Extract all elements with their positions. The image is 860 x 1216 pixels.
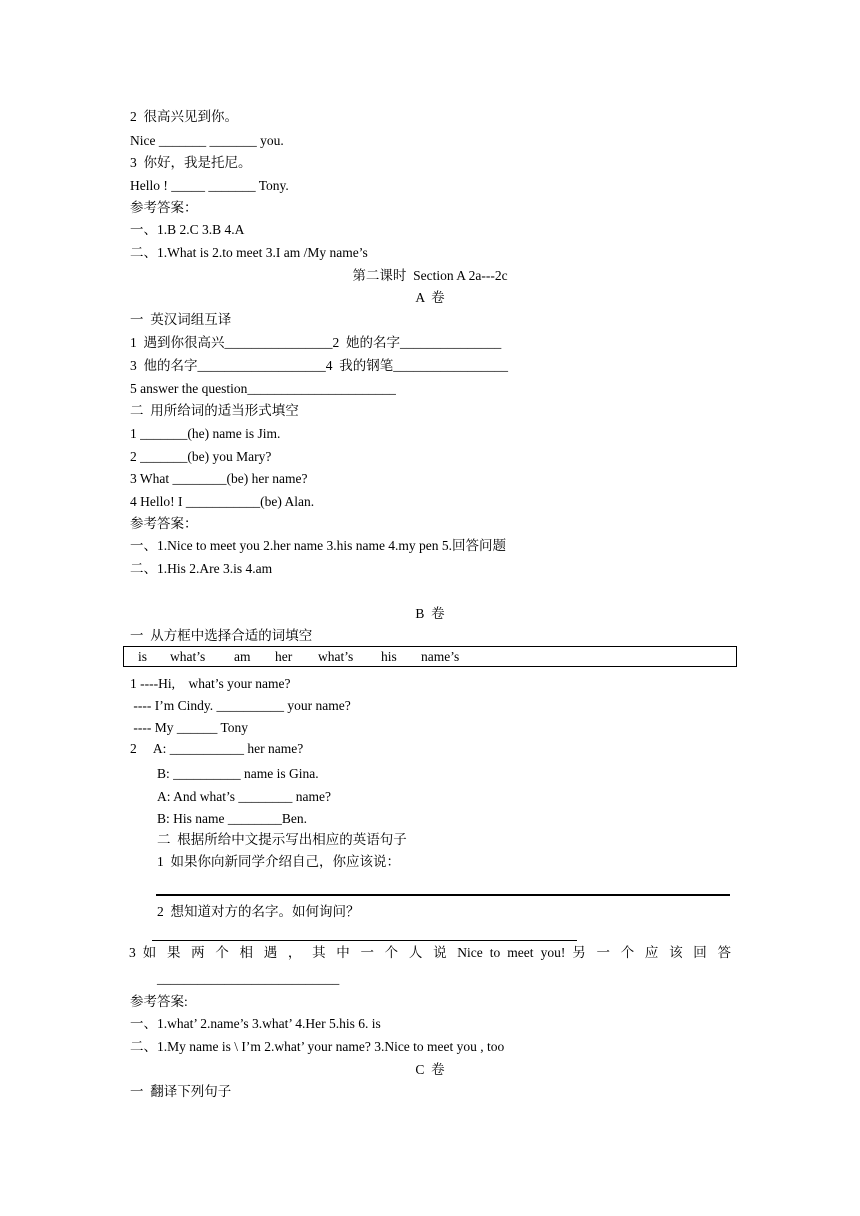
section-heading: 一 英汉词组互译 [130, 312, 232, 327]
section-b-title: B 卷 [415, 606, 445, 621]
exercise-line: 4 Hello! I ___________(be) Alan. [130, 494, 315, 509]
answer-line [152, 940, 577, 941]
answer-key-line: 一、1.B 2.C 3.B 4.A [130, 222, 245, 237]
answer-line [156, 894, 730, 896]
answer-key-line: 二、1.My name is \ I’m 2.what’ your name? 3.Nice to meet you , too [130, 1039, 505, 1054]
section-heading: 二 用所给词的适当形式填空 [130, 403, 299, 418]
exercise-line: B: His name ________Ben. [157, 811, 307, 826]
exercise-line: 2 _______(be) you Mary? [130, 449, 272, 464]
answer-key-heading: 参考答案: [130, 994, 188, 1009]
answer-key-heading: 参考答案： [130, 516, 198, 531]
exercise-line: 1 ----Hi, what’s your name? [130, 676, 291, 691]
word-box-item: is [138, 649, 148, 664]
section-heading: 一 从方框中选择合适的词填空 [130, 628, 313, 643]
exercise-line: 3 他的名字___________________4 我的钢笔_________________ [130, 358, 508, 373]
exercise-line: 3 What ________(be) her name? [130, 471, 308, 486]
answer-line: ___________________________ [157, 971, 340, 986]
exercise-line: A: And what’s ________ name? [157, 789, 331, 804]
item-3-prompt: 3 你好，我是托尼。 [130, 155, 252, 170]
word-box-item: what’s [170, 649, 206, 664]
lesson-title: 第二课时 Section A 2a---2c [352, 268, 508, 283]
exercise-line: 2 想知道对方的名字。如何询问？ [157, 904, 360, 919]
exercise-line: ---- My ______ Tony [130, 720, 249, 735]
exercise-line: B: __________ name is Gina. [157, 766, 319, 781]
section-c-title: C 卷 [415, 1062, 445, 1077]
answer-key-line: 一、1.what’ 2.name’s 3.what’ 4.Her 5.his 6. is [130, 1016, 381, 1031]
item-2-prompt: 2 很高兴见到你。 [130, 109, 238, 124]
exercise-line: 2 A: ___________ her name? [130, 741, 304, 756]
word-box-item: am [234, 649, 251, 664]
word-box-item: what’s [318, 649, 354, 664]
exercise-line: 5 answer the question______________________ [130, 381, 396, 396]
section-heading: 一 翻译下列句子 [130, 1084, 232, 1099]
answer-key-line: 二、1.His 2.Are 3.is 4.am [130, 561, 273, 576]
word-box-item: her [275, 649, 293, 664]
answer-key-line: 一、1.Nice to meet you 2.her name 3.his name 4.my pen 5.回答问题 [130, 538, 507, 553]
word-box-item: name’s [421, 649, 460, 664]
exercise-line: 1 _______(he) name is Jim. [130, 426, 281, 441]
section-heading: 二 根据所给中文提示写出相应的英语句子 [157, 832, 407, 847]
exercise-line: ---- I’m Cindy. __________ your name? [130, 698, 351, 713]
item-3-blank: Hello ! _____ _______ Tony. [130, 178, 289, 193]
section-a-title: A 卷 [415, 290, 445, 305]
exercise-line: 3 如 果 两 个 相 遇 ， 其 中 一 个 人 说 Nice to meet you! 另 一 个 应 该 回 答 [129, 945, 731, 960]
exercise-line: 1 遇到你很高兴________________2 她的名字_______________ [130, 335, 502, 350]
word-box [123, 646, 737, 667]
word-box-item: his [381, 649, 397, 664]
answer-key-line: 二、1.What is 2.to meet 3.I am /My name’s [130, 245, 368, 260]
item-2-blank: Nice _______ _______ you. [130, 133, 284, 148]
exercise-line: 1 如果你向新同学介绍自己，你应该说： [157, 854, 400, 869]
answer-key-heading: 参考答案： [130, 200, 198, 215]
